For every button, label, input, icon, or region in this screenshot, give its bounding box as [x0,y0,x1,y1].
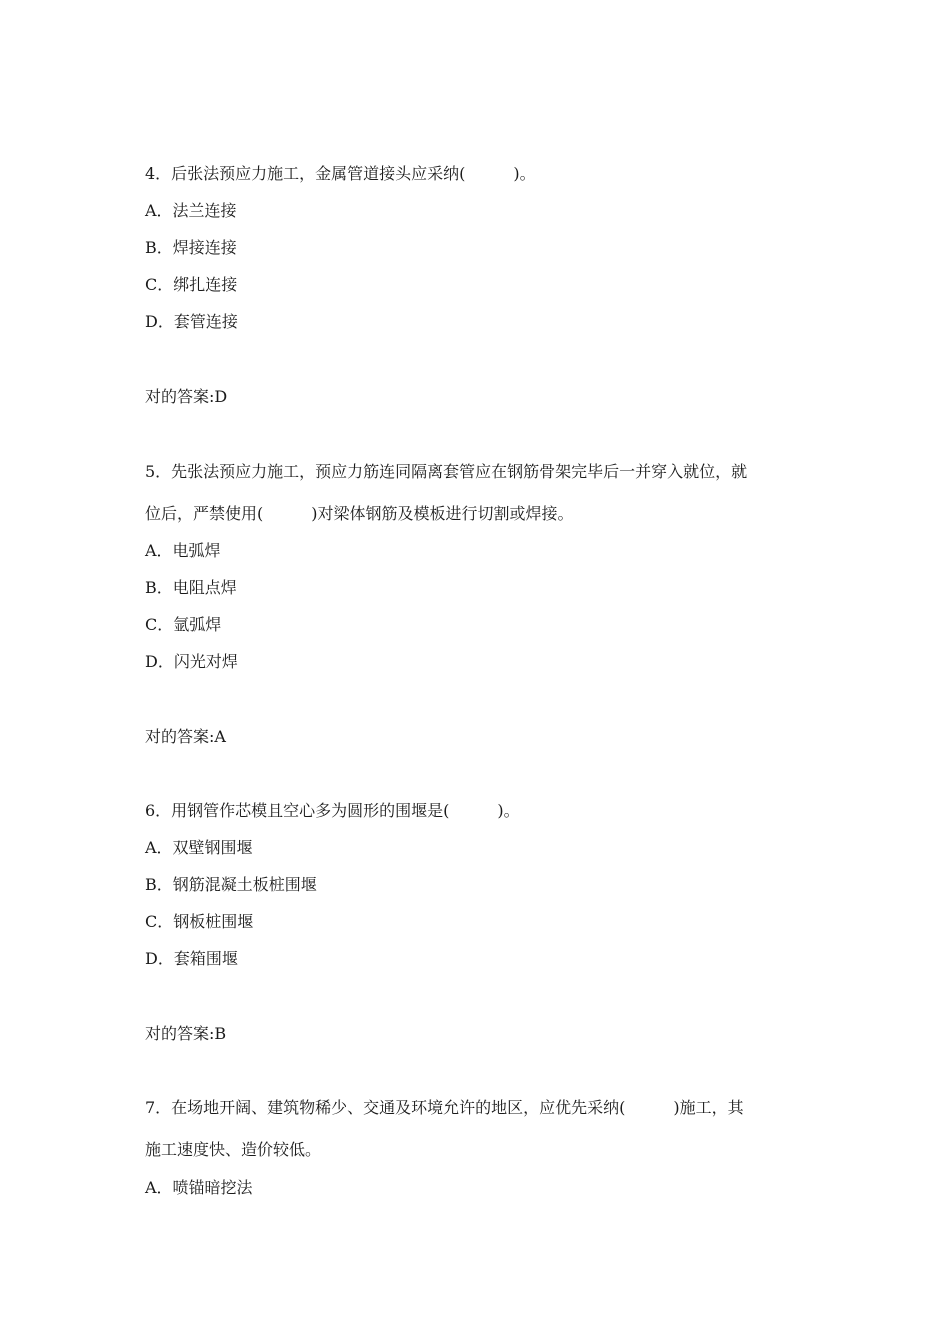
question-4-option-c: C．绑扎连接 [145,275,238,294]
question-7-option-a: A．喷锚暗挖法 [145,1178,253,1197]
question-5-text-line2: 位后，严禁使用( )对梁体钢筋及模板进行切割或焊接。 [145,504,574,523]
question-6-option-b: B．钢筋混凝土板桩围堰 [145,875,317,894]
question-5-option-a: A．电弧焊 [145,541,221,560]
question-4-text: 4．后张法预应力施工，金属管道接头应采纳( )。 [145,164,536,183]
question-5-option-d: D．闪光对焊 [145,652,238,671]
question-7-text-line2: 施工速度快、造价较低。 [145,1140,322,1159]
question-4-option-b: B．焊接连接 [145,238,237,257]
question-4-option-a: A．法兰连接 [145,201,237,220]
question-6-text: 6．用钢管作芯模且空心多为圆形的围堰是( )。 [145,801,520,820]
question-6-option-c: C．钢板桩围堰 [145,912,254,931]
question-4-option-d: D．套管连接 [145,312,238,331]
question-7-text-line1: 7．在场地开阔、建筑物稀少、交通及环境允许的地区，应优先采纳( )施工，其 [145,1098,744,1117]
question-4-answer: 对的答案:D [145,387,228,406]
question-5-option-b: B．电阻点焊 [145,578,237,597]
question-5-answer: 对的答案:A [145,727,226,746]
question-6-answer: 对的答案:B [145,1024,227,1043]
question-6-option-d: D．套箱围堰 [145,949,238,968]
question-5-option-c: C．氩弧焊 [145,615,222,634]
question-5-text-line1: 5．先张法预应力施工，预应力筋连同隔离套管应在钢筋骨架完毕后一并穿入就位，就 [145,462,748,481]
question-6-option-a: A．双壁钢围堰 [145,838,253,857]
